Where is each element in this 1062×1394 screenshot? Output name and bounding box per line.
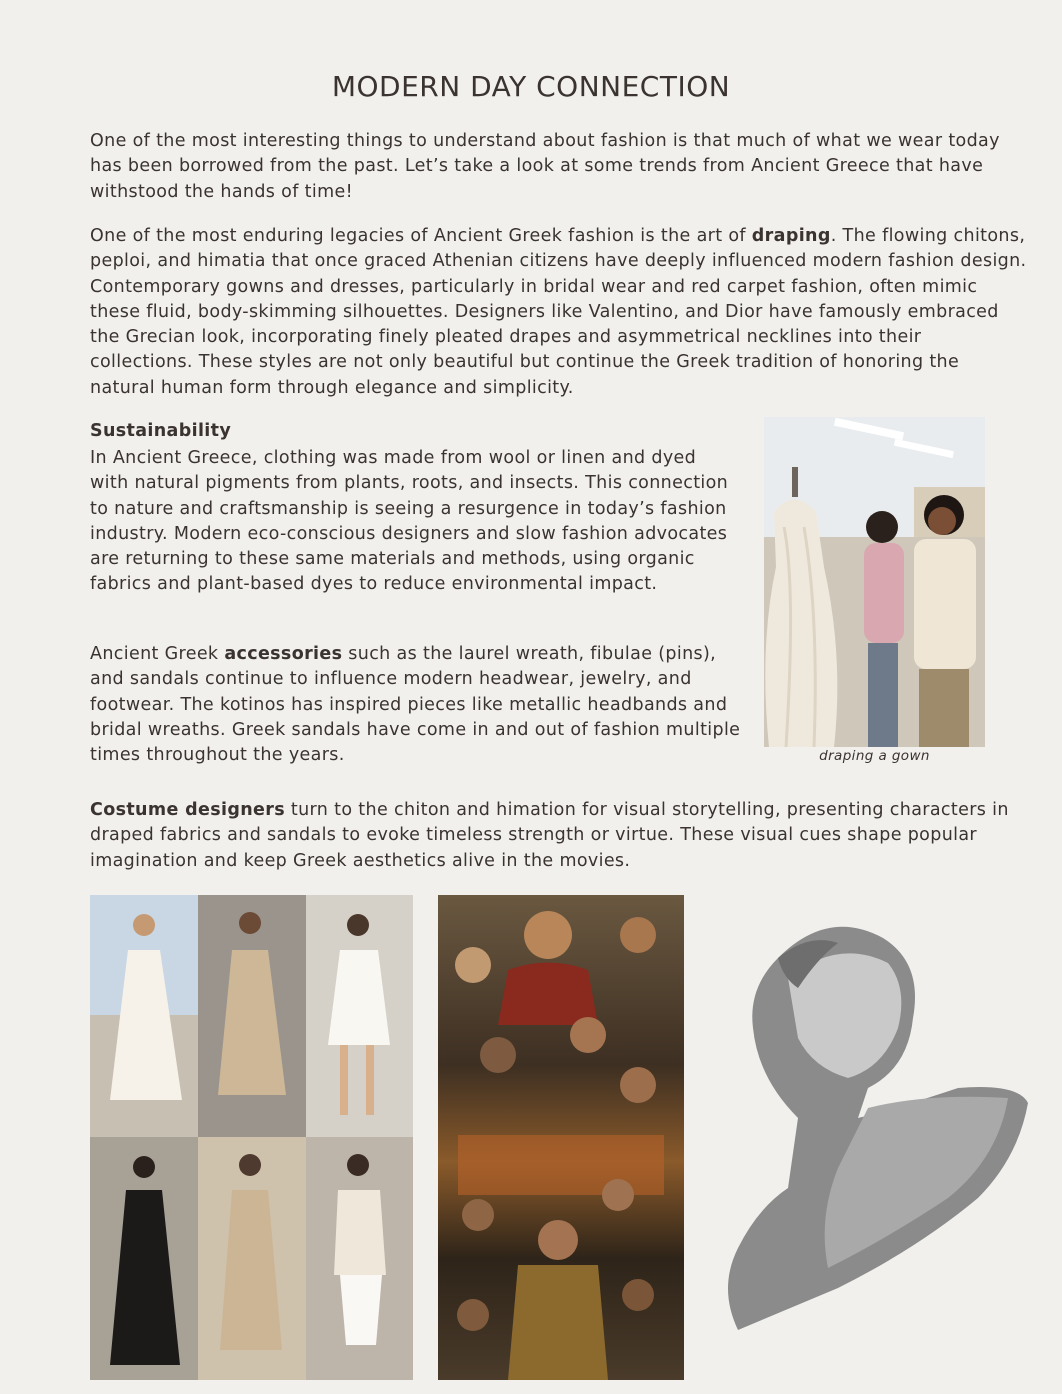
draping-text-post: . The flowing chitons, peploi, and himatia that once graced Athenian citizens have deeply influenced modern fashion design. Contemporary gowns and dresses, particularly in bridal wear and red carpet fashion, often mimic these fluid, body-skimming silhouettes. Designers like Valentino, and Dior have famously embraced the Grecian look, incorporating finely pleated drapes and asymmetrical necklines into their collections. These styles are not only beautiful but continue the Greek tradition of honoring the natural human form through elegance and simplicity. [90, 226, 1027, 398]
greek-marble-bust [718, 918, 1036, 1330]
movie-collage-illustration [438, 895, 684, 1380]
accessories-text-post: such as the laurel wreath, fibulae (pins), and sandals continue to influence modern headwear, jewelry, and footwear. The kotinos has inspired pieces like metallic headbands and bridal wreaths. Greek sandals have come in and out of fashion multiple times throughout the years. [90, 644, 741, 766]
draping-text-pre: One of the most enduring legacies of Ancient Greek fashion is the art of [90, 226, 752, 246]
draping-gown-photo [764, 417, 985, 747]
accessories-paragraph [90, 642, 745, 768]
costume-paragraph [90, 798, 1020, 874]
runway-collage-illustration [90, 895, 413, 1380]
marble-bust-illustration [718, 918, 1036, 1330]
intro-paragraph: One of the most interesting things to understand about fashion is that much of what we wear today has been borrowed from the past. Let’s take a look at some trends from Ancient Greece that have withstood the hands of time! [90, 131, 1000, 202]
draping-paragraph [90, 224, 1030, 401]
costume-keyword: Costume designers [90, 800, 285, 820]
sustainability-paragraph: In Ancient Greece, clothing was made from wool or linen and dyed with natural pigments from plants, roots, and insects. This connection to nature and craftsmanship is seeing a resurgence in today’s fashion industry. Modern eco-conscious designers and slow fashion advocates are returning to these same materials and methods, using organic fabrics and plant-based dyes to reduce environmental impact. [90, 448, 729, 595]
accessories-text-pre: Ancient Greek [90, 644, 225, 664]
costume-text-post: turn to the chiton and himation for visual storytelling, presenting characters in draped fabrics and sandals to evoke timeless strength or virtue. These visual cues shape popular imagination and keep Greek aesthetics alive in the movies. [90, 800, 1009, 871]
page-title: MODERN DAY CONNECTION [331, 70, 731, 103]
photo-caption: draping a gown [819, 748, 930, 764]
accessories-keyword: accessories [224, 644, 343, 664]
runway-looks-collage [90, 895, 413, 1380]
sustainability-heading: Sustainability [90, 421, 232, 441]
draping-scene-illustration [764, 417, 985, 747]
draping-keyword: draping [751, 226, 831, 246]
greek-epic-movie-collage [438, 895, 684, 1380]
